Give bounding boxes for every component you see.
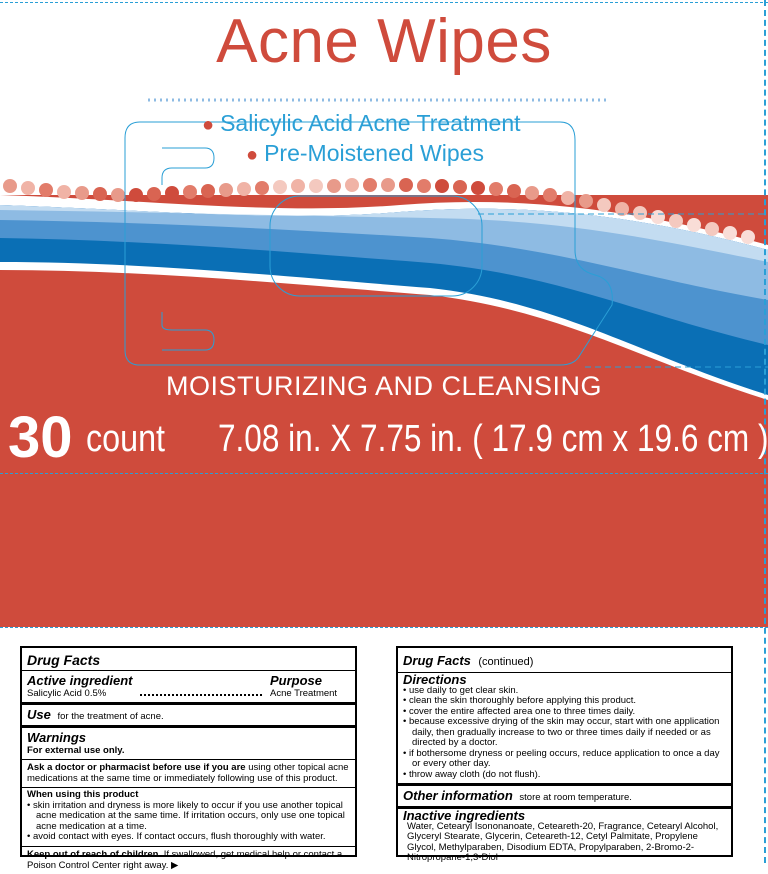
count-number: 30 <box>8 405 73 470</box>
drug-facts-title: Drug Facts <box>22 648 355 671</box>
list-item: • use daily to get clear skin. <box>403 684 519 696</box>
purpose-heading: Purpose <box>270 673 323 688</box>
drug-facts-cont-title: Drug Facts (continued) <box>398 648 731 673</box>
purpose-value: Acne Treatment <box>270 688 338 699</box>
list-item: • cover the entire affected area one to three times daily. <box>403 705 636 717</box>
inactive-ingredients: Inactive ingredients Water, Cetearyl Isononanoate, Ceteareth-20, Fragrance, Cetearyl Alcohol, Glyceryl Stearate, Glycerin, Ceteareth-12, Cetyl Palmitate, Propylene Glycol, Methylparaben, Disodium EDTA, Propylparaben, 2-Bromo-2-Nitropropane-1,3-Diol <box>398 806 731 867</box>
use-section: Use for the treatment of acne. <box>22 702 355 725</box>
drug-facts-continued-panel <box>396 646 733 863</box>
list-item: • because excessive drying of the skin may occur, start with one application daily, then gradually increase to two or three times daily if needed or as directed by a doctor. <box>403 716 720 748</box>
keep-out-of-reach: Keep out of reach of children. If swallowed, get medical help or contact a Poison Control Center right away. ▶ <box>22 846 355 874</box>
other-information: Other information store at room temperature. <box>398 783 731 806</box>
list-item: • skin irritation and dryness is more likely to occur if you use another topical acne medication at the same time. If irritation occurs, only use one topical acne medication at a time. <box>27 799 345 832</box>
ask-doctor: Ask a doctor or pharmacist before use if you are using other topical acne medications at the same time or immediately following use of this product. <box>22 759 355 787</box>
bullet-dot: ● <box>246 144 259 166</box>
active-value: Salicylic Acid 0.5% <box>27 688 107 699</box>
brand-title: Acne Wipes <box>216 7 552 76</box>
bullet-dot: ● <box>202 114 215 136</box>
active-heading: Active ingredient <box>27 673 133 688</box>
list-item: • clean the skin thoroughly before applying this product. <box>403 695 637 706</box>
trim-line-bottom <box>0 627 768 628</box>
directions-section: Directions • use daily to get clear skin. • clean the skin thoroughly before applying this product. • cover the entire affected area one to three times daily. • because excessive drying of the skin may occur, start with one application daily, then gradually increase to two or three times daily if needed or as directed by a doctor. • if bothersome dryness or peeling occurs, reduce application to once a day or every other day. • throw away cloth (do not flush). <box>398 673 731 783</box>
when-using: When using this product • skin irritation and dryness is more likely to occur if you use another topical acne medication at the same time. If irritation occurs, only use one topical acne medication at a time. • avoid contact with eyes. If contact occurs, flush thoroughly with water. <box>22 787 355 846</box>
fold-mark-top <box>162 148 214 185</box>
drug-facts-panel <box>20 646 357 871</box>
list-item: • if bothersome dryness or peeling occurs, reduce application to once a day or every other day. <box>403 747 720 769</box>
subtitle-2: ● Pre-Moistened Wipes <box>246 140 484 166</box>
subtitle-1: ● Salicylic Acid Acne Treatment <box>202 110 521 136</box>
active-ingredient-row <box>22 671 355 702</box>
list-item: • throw away cloth (do not flush). <box>403 768 541 780</box>
count-word: count <box>86 418 166 460</box>
continue-arrow-icon: ▶ <box>170 859 179 871</box>
list-item: • avoid contact with eyes. If contact occurs, flush thoroughly with water. <box>27 831 326 842</box>
trim-line-middle <box>0 473 768 474</box>
tagline: MOISTURIZING AND CLEANSING <box>165 371 603 401</box>
dimensions: 7.08 in. X 7.75 in. ( 17.9 cm x 19.6 cm ) <box>218 418 768 460</box>
warnings-section: Warnings For external use only. <box>22 725 355 759</box>
trim-line-top <box>0 2 768 3</box>
